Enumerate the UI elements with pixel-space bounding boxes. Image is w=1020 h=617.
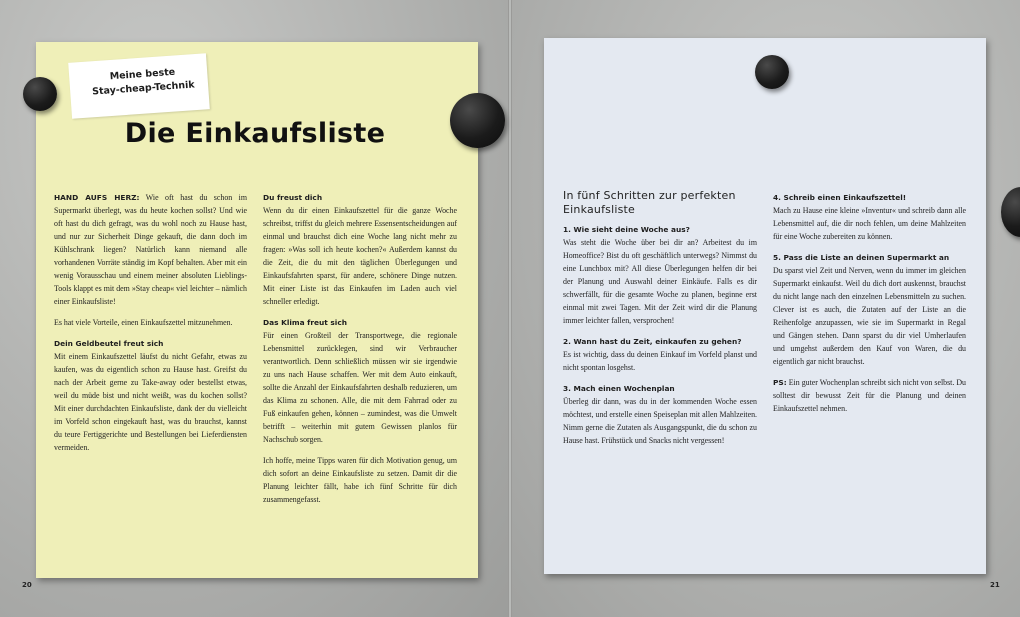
ps-paragraph: [773, 376, 966, 415]
paragraph: Überleg dir dann, was du in der kommenden Woche essen möchtest, und erstelle einen Speiseplan mit allen Mahlzeiten. Nimm gerne die Zutaten als Ausgangspunkt, die du schon zu Hause hast. Frühstück und Snacks nicht vergessen!: [563, 397, 757, 445]
magnet-small-left: [23, 77, 57, 111]
left-column-1: [54, 191, 247, 462]
section-heading: Das Klima freut sich: [263, 318, 347, 327]
section-heading: Du freust dich: [263, 193, 323, 202]
paragraph: Was steht die Woche über bei dir an? Arbeitest du im Homeoffice? Bist du oft geschäftlich unterwegs? Nimmst du eine Lunchbox mit? All diese Überlegungen helfen dir bei der Planung und Auswahl deiner Einkäufe. Falls es dir schwerfällt, für die gesamte Woche zu planen, beginne erst einmal mit zwei Tagen. Mit der Zeit wird dir die Planung immer leichter fallen, versprochen!: [563, 238, 757, 325]
paragraph: Mit einem Einkaufszettel läufst du nicht Gefahr, etwas zu kaufen, was du eigentlich schon zu Hause hast. Greifst du nach der Arbeit gerne zu Take-away oder bestellst etwas, weil du müde bist und nicht weißt, was du kochen sollst? Mit einer durchdachten Einkaufsliste, dank der du vielleicht im Vorfeld schon eingekauft hast, was du brauchst, kannst du teure Fertiggerichte und Bestellungen bei Lieferdiensten vermeiden.: [54, 352, 247, 452]
step-heading: 1. Wie sieht deine Woche aus?: [563, 225, 690, 234]
magnet-top-right: [755, 55, 789, 89]
paragraph: Du sparst viel Zeit und Nerven, wenn du immer im gleichen Supermarkt einkaufst. Weil du dich dort auskennst, brauchst du nicht lange nach den einzelnen Lebensmitteln zu suchen. Clever ist es auch, die Zutaten auf der Liste an die Reihenfolge anzupassen, wie sie im Supermarkt in Regal und Gängen stehen. Dann sparst du dir viel Umherlaufen und umgehst außerdem den Kauf von Waren, die du eigentlich gar nicht brauchst.: [773, 266, 966, 366]
page-number-right: 21: [990, 581, 1000, 589]
step-heading: 3. Mach einen Wochenplan: [563, 384, 675, 393]
intro-text: Wie oft hast du schon im Supermarkt überlegt, was du heute kochen sollst? Und wie oft hast du dich gefragt, was du wohl noch zu Hause hast, und nur zur Sicherheit Dinge gekauft, die dann doch im Kühlschrank liegen? Natürlich kann niemand alle vorhandenen Vorräte ständig im Kopf behalten. Aber mit ein wenig Vorausschau und einem meiner absoluten Lieblings-Tools klappt es mit dem »Stay cheap« viel leichter – nämlich einer Einkaufsliste!: [54, 193, 247, 306]
intro-lead: HAND AUFS HERZ:: [54, 193, 140, 202]
steps-title: In fünf Schritten zur perfekten Einkaufsliste: [563, 189, 736, 216]
page-title: Die Einkaufsliste: [124, 118, 386, 149]
section-heading: Dein Geldbeutel freut sich: [54, 339, 164, 348]
step-heading: 4. Schreib einen Einkaufszettel!: [773, 193, 907, 202]
paragraph: Es hat viele Vorteile, einen Einkaufszettel mitzunehmen.: [54, 318, 233, 327]
step-heading: 2. Wann hast du Zeit, einkaufen zu gehen?: [563, 337, 742, 346]
page-number-left: 20: [22, 581, 32, 589]
ps-text: Ein guter Wochenplan schreibt sich nicht von selbst. Du solltest dir bewusst Zeit für die Planung und deinen Einkaufszettel nehmen.: [773, 378, 966, 413]
book-spine: [508, 0, 512, 617]
paragraph: Mach zu Hause eine kleine »Inventur« und schreib dann alle Lebensmittel auf, die dir noch fehlen, um deine Mahlzeiten für eine Woche zubereiten zu können.: [773, 206, 966, 241]
right-column-2: [773, 191, 966, 423]
paragraph: Für einen Großteil der Transportwege, die regionale Lebensmittel zurücklegen, sind wir Verbraucher verantwortlich. Denn schließlich müssen wir sie irgendwie zu uns nach Hause schaffen. Wer mit dem Auto einkauft, sollte die Anzahl der Einkaufsfahrten deshalb reduzieren, um das Klima zu schonen. Alle, die mit dem Fahrrad oder zu Fuß einkaufen gehen, können – zumindest, was die Umwelt betrifft – weiterhin mit gutem Gewissen planlos für Nachschub sorgen.: [263, 331, 457, 444]
paragraph: Ich hoffe, meine Tipps waren für dich Motivation genug, um dich sofort an deine Einkaufsliste zu setzen. Damit dir die Planung leichter fällt, habe ich fünf Schritte für dich zusammengefasst.: [263, 456, 457, 504]
label-line-2: Stay-cheap-Technik: [91, 79, 196, 98]
step-heading: 5. Pass die Liste an deinen Supermarkt an: [773, 253, 950, 262]
paragraph: Wenn du dir einen Einkaufszettel für die ganze Woche schreibst, triffst du gleich mehrere Essensentscheidungen auf einmal und brauchst dich eine Woche lang nicht mehr zu fragen: »Was soll ich heute kochen?« Außerdem kannst du die Zeit, die du mit den täglichen Überlegungen und Einkaufsfahrten sparst, für andere, schönere Dinge nutzen. Mit einer Liste ist das Einkaufen im Laden auch viel schneller erledigt.: [263, 206, 457, 306]
left-column-2: [263, 191, 457, 514]
intro-paragraph: [54, 191, 247, 308]
paragraph: Es ist wichtig, dass du deinen Einkauf im Vorfeld planst und nicht spontan losgehst.: [563, 350, 757, 372]
right-column-1: [563, 223, 757, 455]
ps-lead: PS:: [773, 378, 787, 387]
label-line-1: Meine beste: [109, 66, 176, 83]
